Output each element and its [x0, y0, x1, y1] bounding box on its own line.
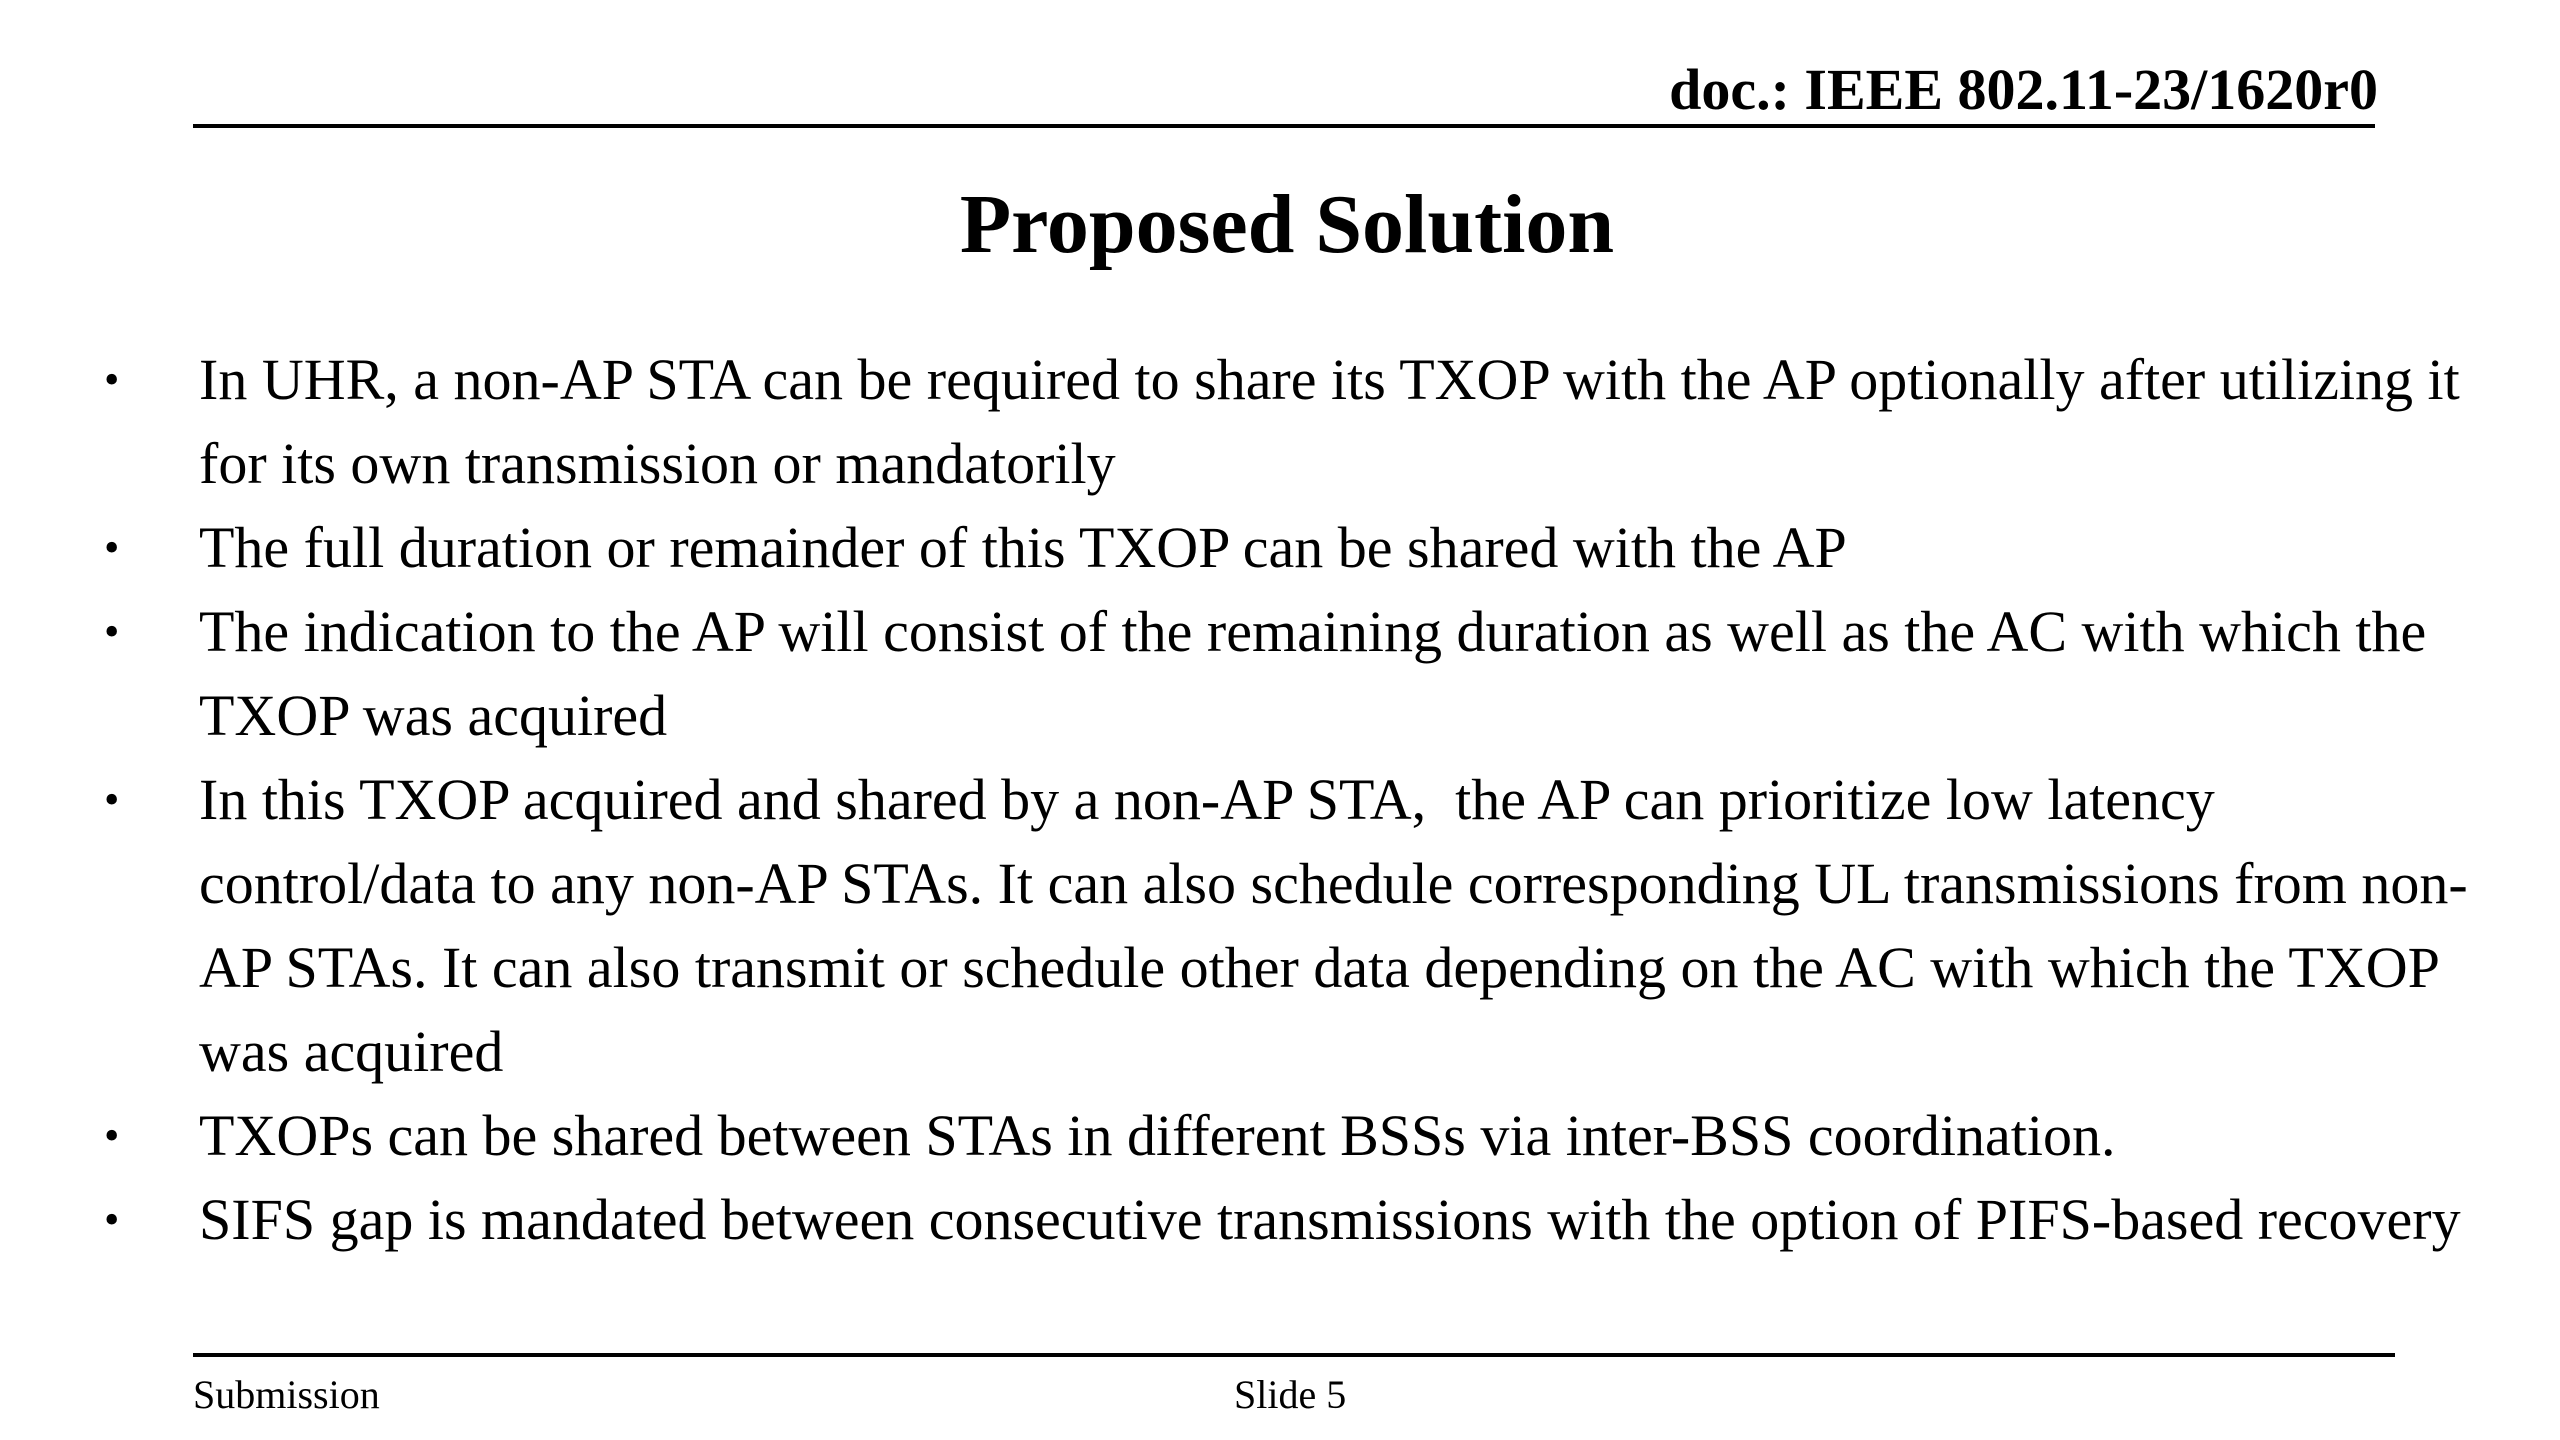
- bullet-text: In this TXOP acquired and shared by a non-AP STA, the AP can prioritize low latency control/data to any non-AP STAs. It can also schedule corresponding UL transmissions from non-AP STAs. It can also transmit or schedule other data depending on the AC with which the TXOP was acquired: [199, 767, 2468, 1084]
- footer-divider: [193, 1353, 2395, 1357]
- bullet-text: The indication to the AP will consist of the remaining duration as well as the AC with which the TXOP was acquired: [199, 599, 2440, 748]
- bullet-list: [100, 338, 2500, 1262]
- bullet-text: SIFS gap is mandated between consecutive transmissions with the option of PIFS-based recovery: [199, 1187, 2461, 1252]
- header-divider: [193, 124, 2375, 128]
- footer-submission: Submission: [193, 1372, 380, 1417]
- bullet-icon: •: [104, 355, 120, 404]
- bullet-icon: •: [104, 607, 120, 656]
- bullet-item: [100, 506, 2500, 590]
- bullet-text: The full duration or remainder of this TXOP can be shared with the AP: [199, 515, 1847, 580]
- footer-slide-number: Slide 5: [1234, 1372, 1347, 1417]
- bullet-icon: •: [104, 523, 120, 572]
- bullet-item: [100, 338, 2500, 506]
- bullet-item: [100, 758, 2500, 1094]
- bullet-icon: •: [104, 1111, 120, 1160]
- bullet-text: TXOPs can be shared between STAs in different BSSs via inter-BSS coordination.: [199, 1103, 2116, 1168]
- bullet-item: [100, 1094, 2500, 1178]
- bullet-icon: •: [104, 1195, 120, 1244]
- slide-title: Proposed Solution: [959, 178, 1615, 271]
- bullet-icon: •: [104, 775, 120, 824]
- bullet-text: In UHR, a non-AP STA can be required to share its TXOP with the AP optionally after utilizing it for its own transmission or mandatorily: [199, 347, 2475, 496]
- document-id: doc.: IEEE 802.11-23/1620r0: [1669, 57, 2378, 122]
- bullet-item: [100, 1178, 2500, 1262]
- bullet-item: [100, 590, 2500, 758]
